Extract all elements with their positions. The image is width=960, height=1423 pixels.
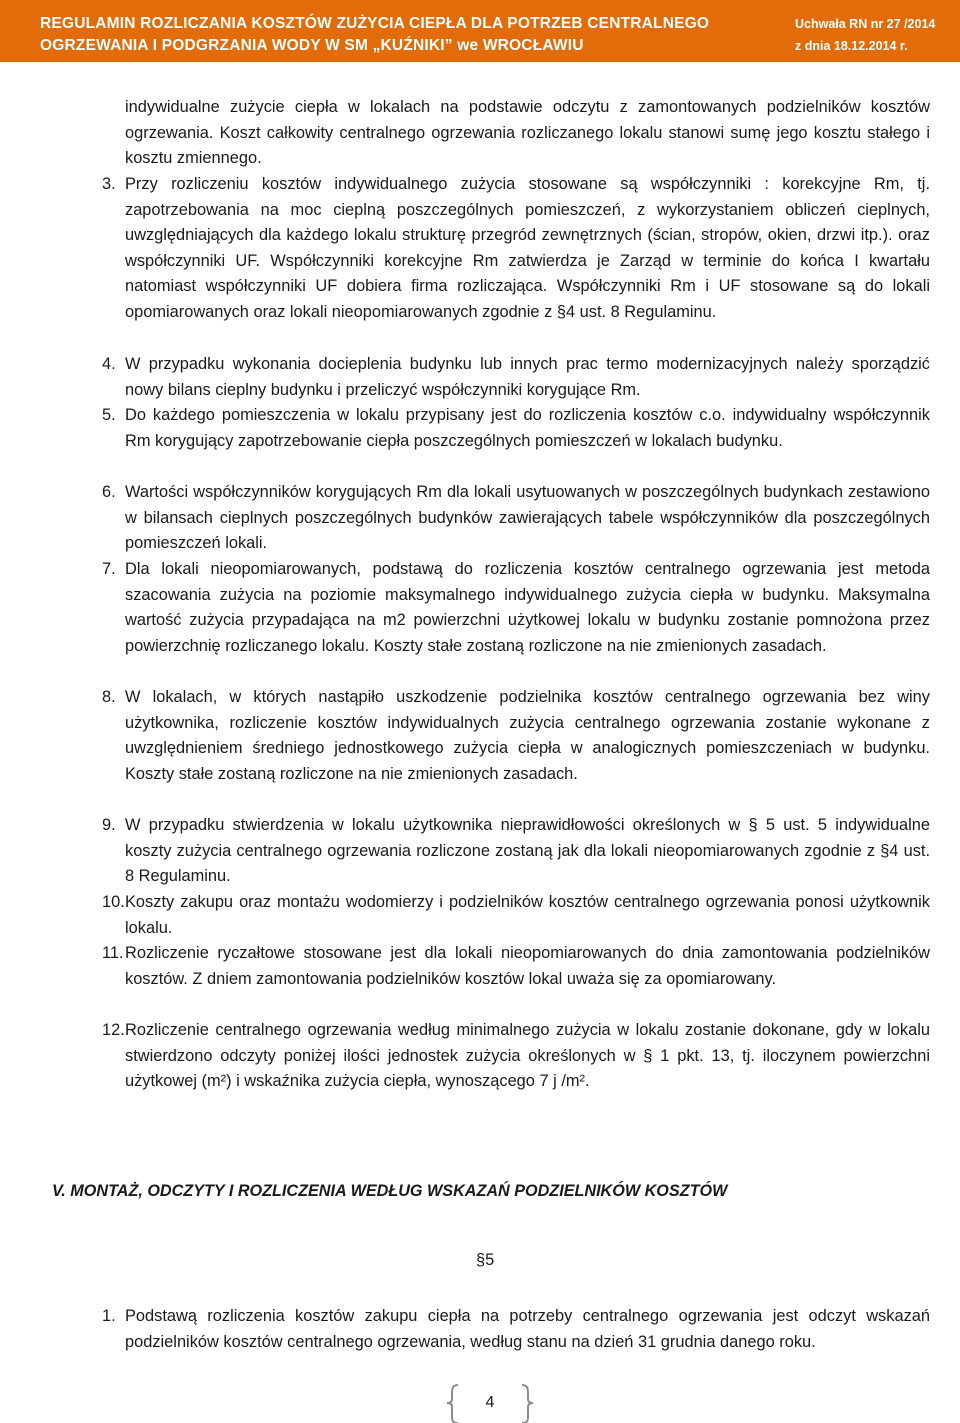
resolution-reference (795, 13, 955, 57)
list-item-text: Rozliczenie centralnego ogrzewania według minimalnego zużycia w lokalu zostanie dokonane, gdy w lokalu stwierdzono odczyty poniżej ilości jednostek zużycia określonych w § 1 pkt. 13, tj. iloczynem powierzchni użytkowej (m²) i wskaźnika zużycia ciepła, wynoszącego 7 j /m². (125, 1021, 930, 1091)
list-item-number: 12. (102, 1021, 125, 1039)
list-item-number: 10. (102, 893, 125, 911)
list-item-number: 6. (102, 483, 116, 501)
list-item-text: W przypadku wykonania docieplenia budynku lub innych prac termo modernizacyjnych należy sporządzić nowy bilans cieplny budynku i przeliczyć współczynniki korygujące Rm. (125, 355, 930, 399)
section-heading: V. MONTAŻ, ODCZYTY I ROZLICZENIA WEDŁUG WSKAZAŃ PODZIELNIKÓW KOSZTÓW (52, 1182, 728, 1200)
document-header (0, 0, 960, 62)
regulation-title-line-2: OGRZEWANIA I PODGRZANIA WODY W SM „KUŹNIKI” we WROCŁAWIU (40, 37, 584, 54)
resolution-date: z dnia 18.12.2014 r. (795, 39, 908, 53)
list-item-text: Wartości współczynników korygujących Rm dla lokali usytuowanych w poszczególnych budynkach zestawiono w bilansach cieplnych poszczególnych budynków zawierających tabele współczynników dla poszczególnych pomieszczeń lokali. (125, 483, 930, 553)
list-item-number: 5. (102, 406, 116, 424)
list-item-text: W przypadku stwierdzenia w lokalu użytkownika nieprawidłowości określonych w § 5 ust. 5 indywidualne koszty zużycia centralnego ogrzewania rozliczone zostaną jak dla lokali nieopomiarowanych zgodnie z §4 ust. 8 Regulaminu. (125, 816, 930, 886)
list-item-number: 7. (102, 560, 116, 578)
regulation-title-line-1: REGULAMIN ROZLICZANIA KOSZTÓW ZUŻYCIA CIEPŁA DLA POTRZEB CENTRALNEGO (40, 15, 710, 32)
regulation-title (40, 13, 780, 57)
list-item-text: Przy rozliczeniu kosztów indywidualnego zużycia stosowane są współczynniki : korekcyjne Rm, tj. zapotrzebowania na moc cieplną poszczególnych pomieszczeń, z wykorzystaniem obliczeń cieplnych, uwzględniających dla każdego lokalu strukturę przegród zewnętrznych (ścian, stropów, okien, drzwi itp.). oraz współczynniki UF. Współczynniki korekcyjne Rm zatwierdza je Zarząd w terminie do końca I kwartału natomiast współczynniki UF dobiera firma rozliczająca. Współczynniki Rm i UF stosowane są do lokali opomiarowanych oraz lokali nieopomiarowanych zgodnie z §4 ust. 8 Regulaminu. (125, 175, 930, 321)
list-item-text: Do każdego pomieszczenia w lokalu przypisany jest do rozliczenia kosztów c.o. indywidualny współczynnik Rm korygujący zapotrzebowanie ciepła poszczególnych pomieszczeń w lokalach budynku. (125, 406, 930, 450)
list-item-text: Rozliczenie ryczałtowe stosowane jest dla lokali nieopomiarowanych do dnia zamontowania podzielników kosztów. Z dniem zamontowania podzielników kosztów lokal uważa się za opomiarowany. (125, 944, 930, 988)
list-item-number: 8. (102, 688, 116, 706)
resolution-number: Uchwała RN nr 27 /2014 (795, 17, 936, 31)
page-footer (440, 1383, 540, 1423)
continuation-paragraph: indywidualne zużycie ciepła w lokalach na podstawie odczytu z zamontowanych podzielników kosztów ogrzewania. Koszt całkowity centralnego ogrzewania rozliczanego lokalu stanowi sumę jego kosztu stałego i kosztu zmiennego. (125, 98, 930, 168)
list-item-number: 3. (102, 175, 116, 193)
list-item-text: Koszty zakupu oraz montażu wodomierzy i podzielników kosztów centralnego ogrzewania ponosi użytkownik lokalu. (125, 893, 930, 937)
list-item-number: 9. (102, 816, 116, 834)
list-item-number: 1. (102, 1307, 116, 1325)
paragraph-mark: §5 (476, 1251, 495, 1269)
list-item-text: Podstawą rozliczenia kosztów zakupu ciepła na potrzeby centralnego ogrzewania jest odczyt wskazań podzielników kosztów centralnego ogrzewania, według stanu na dzień 31 grudnia danego roku. (125, 1307, 930, 1351)
list-item-number: 4. (102, 355, 116, 373)
page-number: 4 (485, 1394, 495, 1411)
list-item-text: W lokalach, w których nastąpiło uszkodzenie podzielnika kosztów centralnego ogrzewania bez winy użytkownika, rozliczenie kosztów indywidualnych zużycia centralnego ogrzewania zostanie wykonane z uwzględnieniem średniego jednostkowego zużycia ciepła w analogicznych pomieszczeniach w budynku. Koszty stałe zostaną rozliczone na nie zmienionych zasadach. (125, 688, 930, 783)
list-item-number: 11. (102, 944, 124, 962)
list-item-text: Dla lokali nieopomiarowanych, podstawą do rozliczenia kosztów centralnego ogrzewania jest metoda szacowania zużycia na poziomie maksymalnego indywidualnego zużycia ciepła w budynku. Maksymalna wartość zużycia przypadająca na m2 powierzchni użytkowej lokalu w budynku zostanie pomnożona przez powierzchnię rozliczanego lokalu. Koszty stałe zostaną rozliczone na nie zmienionych zasadach. (125, 560, 930, 655)
